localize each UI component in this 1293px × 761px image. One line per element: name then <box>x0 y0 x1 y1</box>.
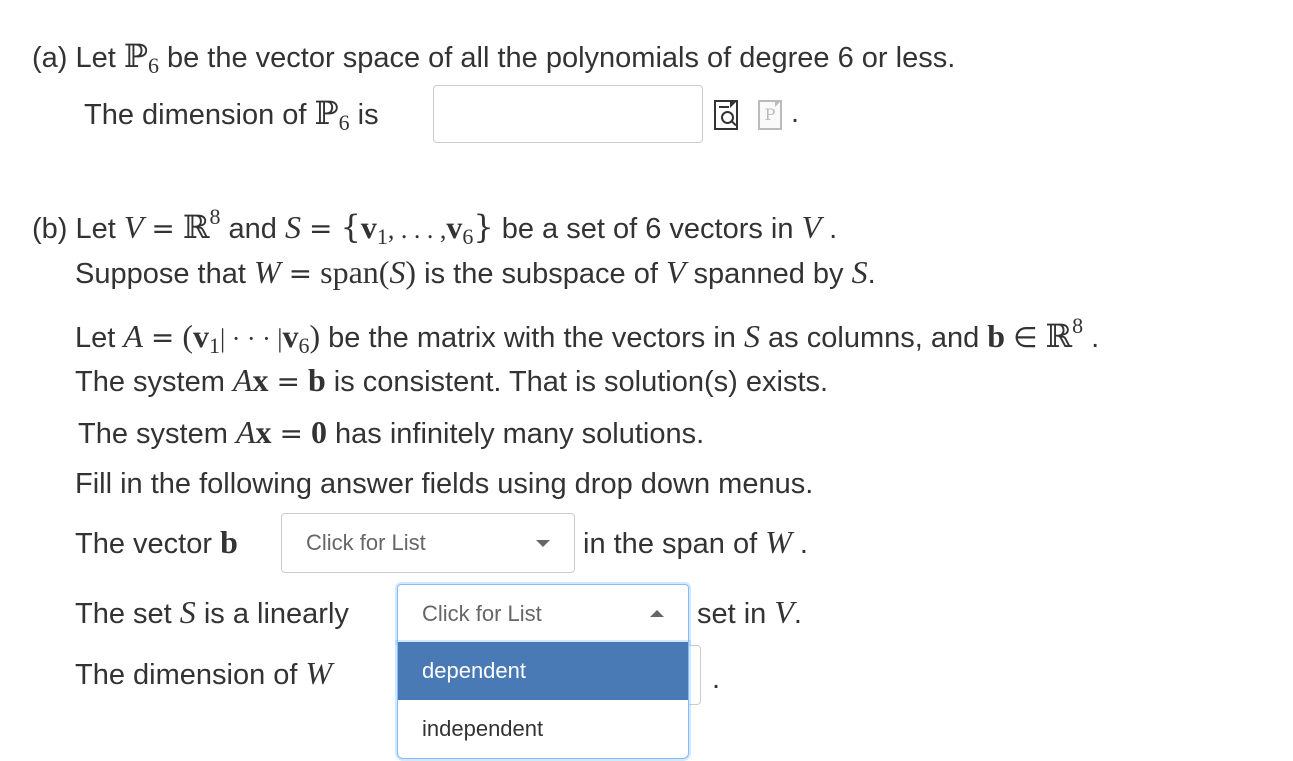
linear-suffix: set in V. <box>697 594 802 630</box>
option-dependent[interactable]: dependent <box>398 642 688 700</box>
option-independent[interactable]: independent <box>422 716 544 741</box>
p6-symbol: ℙ$_6$ <box>123 38 159 78</box>
part-b-instructions: Fill in the following answer fields using drop down menus. <box>75 468 814 500</box>
pretty-print-icon[interactable]: P <box>758 100 782 130</box>
part-a-question: The dimension of ℙ$_6$ is <box>84 95 379 135</box>
part-b-homogeneous: The system Ax = 0 has infinitely many solutions. <box>78 414 705 450</box>
dimension-w-label: The dimension of W <box>75 655 333 691</box>
vector-b-label: The vector b <box>75 524 238 560</box>
linear-independence-label: The set S is a linearly <box>75 594 349 630</box>
linear-independence-options <box>397 642 689 759</box>
chevron-up-icon <box>650 610 664 617</box>
part-a-statement: (a) Let ℙ$_6$ be the vector space of all the polynomials of degree 6 or less. <box>32 38 956 78</box>
part-b-subspace: Suppose that W = span(S) is the subspace of V spanned by S. <box>75 254 876 290</box>
dimension-p6-input[interactable] <box>433 85 703 143</box>
part-b-statement: (b) Let V = ℝ$^8$ and $S = \{v_1$, . . . $,v_6$} be a set of 6 vectors in V . <box>32 204 838 249</box>
linear-independence-select[interactable]: Click for List <box>397 584 689 643</box>
preview-icon[interactable] <box>714 100 738 130</box>
period: . <box>791 97 800 129</box>
part-b-consistent: The system Ax = b is consistent. That is solution(s) exists. <box>75 362 829 398</box>
span-suffix: in the span of W . <box>583 524 808 560</box>
span-membership-select[interactable]: Click for List <box>281 513 575 573</box>
p6-symbol: ℙ$_6$ <box>314 95 350 135</box>
part-b-matrix: Let $A = (v_1|$ · · · $|v_6$) be the matrix with the vectors in S as columns, and b ∈ ℝ$^8$ . <box>75 313 1100 358</box>
dimension-w-period: . <box>712 663 721 695</box>
chevron-down-icon <box>536 540 550 547</box>
